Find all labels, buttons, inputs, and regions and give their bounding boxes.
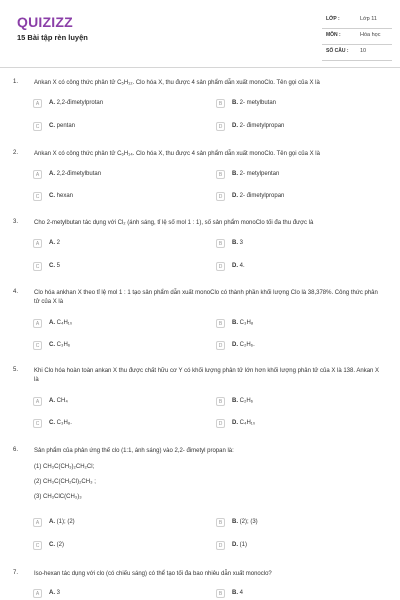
option-b[interactable] [216, 98, 374, 110]
option-text: D. 4. [232, 263, 245, 269]
meta-label: SỐ CÂU : [326, 48, 349, 54]
option-letter: A [33, 99, 42, 108]
option-c[interactable] [33, 540, 191, 552]
meta-value: 10 [360, 48, 367, 54]
option-text: A. 2,2-đimetylprotan [49, 100, 104, 106]
option-c[interactable] [33, 418, 191, 430]
header [0, 0, 400, 62]
option-letter: B [216, 170, 225, 179]
option-d[interactable] [216, 191, 374, 203]
meta-row-subject [322, 29, 392, 45]
question-text: Ankan X có công thức phân tử C₆H₁₄. Clo hóa X, thu được 4 sản phẩm dẫn xuất monoClo. Tên gọi của X là [34, 151, 320, 157]
question-text: Iso-hexan tác dụng với clo (có chiếu sáng) có thể tạo tối đa bao nhiêu dẫn xuất monoclo? [34, 571, 272, 577]
option-c[interactable] [33, 121, 191, 133]
question-number: 6. [13, 447, 19, 453]
option-letter: C [33, 122, 42, 131]
option-b[interactable] [216, 396, 374, 408]
meta-label: MÔN : [326, 32, 341, 38]
option-text: C. C₃H₈. [49, 420, 72, 426]
option-letter: D [216, 192, 225, 201]
question-text: Khi Clo hóa hoàn toàn ankan X thu được chất hữu cơ Y có khối lượng phân tử lớn hơn khối lượng phân tử của X là 138. Ankan X là [34, 368, 380, 383]
option-a[interactable] [33, 318, 191, 330]
option-text: C. hexan [49, 193, 74, 199]
option-text: A. CH₄ [49, 398, 68, 404]
option-letter: B [216, 518, 225, 527]
page-title: 15 Bài tập rèn luyện [17, 33, 88, 42]
option-letter: D [216, 122, 225, 131]
question-number: 2. [13, 150, 19, 156]
meta-value: Lớp 11 [360, 16, 377, 22]
option-text: B. 2- metylpentan [232, 171, 280, 177]
option-letter: B [216, 397, 225, 406]
question-number: 7. [13, 570, 19, 576]
question-number: 4. [13, 289, 19, 295]
option-a[interactable] [33, 517, 191, 529]
option-a[interactable] [33, 396, 191, 408]
option-text: A. 3 [49, 590, 61, 596]
option-b[interactable] [216, 169, 374, 181]
option-text: B. 4 [232, 590, 244, 596]
option-text: D. C₂H₆. [232, 342, 255, 348]
option-d[interactable] [216, 121, 374, 133]
option-text: D. (1) [232, 542, 248, 548]
option-a[interactable] [33, 98, 191, 110]
reaction-product-line: (1) CH₃C(CH₃)₂CH₂Cl; [34, 464, 95, 470]
option-c[interactable] [33, 340, 191, 352]
option-letter: C [33, 419, 42, 428]
question-text: Ankan X có công thức phân tử C₅H₁₂. Clo hóa X, thu được 4 sản phẩm dẫn xuất monoClo. Tên gọi của X là [34, 80, 320, 86]
option-b[interactable] [216, 238, 374, 250]
question-number: 3. [13, 219, 19, 225]
option-letter: A [33, 319, 42, 328]
option-letter: B [216, 99, 225, 108]
option-c[interactable] [33, 191, 191, 203]
option-text: D. 2- đimetylpropan [232, 193, 285, 199]
option-d[interactable] [216, 418, 374, 430]
option-letter: D [216, 341, 225, 350]
option-text: A. (1); (2) [49, 519, 75, 525]
option-text: B. C₃H₈ [232, 320, 254, 326]
option-letter: B [216, 589, 225, 598]
option-text: B. (2); (3) [232, 519, 258, 525]
meta-row-count [322, 45, 392, 61]
option-a[interactable] [33, 588, 191, 600]
option-letter: C [33, 262, 42, 271]
option-text: C. (2) [49, 542, 65, 548]
option-letter: A [33, 518, 42, 527]
reaction-product-line: (3) CH₃ClC(CH₃)₃ [34, 494, 82, 500]
option-letter: B [216, 239, 225, 248]
option-letter: D [216, 419, 225, 428]
option-letter: B [216, 319, 225, 328]
option-a[interactable] [33, 238, 191, 250]
option-letter: A [33, 589, 42, 598]
option-letter: C [33, 192, 42, 201]
meta-row-class [322, 13, 392, 29]
option-a[interactable] [33, 169, 191, 181]
question-text: Clo hóa ankhan X theo tỉ lệ mol 1 : 1 tạo sản phẩm dẫn xuất monoClo có thành phần khối lượng Clo là 38,378%. Công thức phân tử của X là [34, 290, 378, 305]
option-text: D. C₄H₁₀ [232, 420, 256, 426]
quizizz-logo: QUIZIZZ [17, 14, 73, 30]
option-b[interactable] [216, 517, 374, 529]
meta-label: LỚP : [326, 16, 340, 22]
option-letter: D [216, 541, 225, 550]
option-text: D. 2- đimetylpropan [232, 123, 285, 129]
option-letter: A [33, 239, 42, 248]
option-text: A. C₄H₁₀ [49, 320, 73, 326]
option-letter: D [216, 262, 225, 271]
question-text: Sản phẩm của phản ứng thế clo (1:1, ánh sáng) vào 2,2- đimetyl propan là: [34, 448, 234, 454]
option-c[interactable] [33, 261, 191, 273]
question-text: Cho 2-metylbutan tác dụng với Cl₂ (ánh sáng, tỉ lệ số mol 1 : 1), số sản phẩm monoClo tối đa thu được là [34, 220, 314, 226]
option-text: C. pentan [49, 123, 76, 129]
option-text: B. C₂H₆ [232, 398, 254, 404]
option-letter: C [33, 541, 42, 550]
option-b[interactable] [216, 318, 374, 330]
option-d[interactable] [216, 540, 374, 552]
option-text: A. 2 [49, 240, 61, 246]
option-text: B. 2- metylbutan [232, 100, 277, 106]
option-d[interactable] [216, 340, 374, 352]
meta-value: Hóa học [360, 32, 381, 38]
question-number: 5. [13, 367, 19, 373]
option-d[interactable] [216, 261, 374, 273]
meta-table [322, 13, 392, 61]
option-b[interactable] [216, 588, 374, 600]
option-letter: A [33, 397, 42, 406]
option-letter: C [33, 341, 42, 350]
option-text: A. 2,2-đimetylbutan [49, 171, 102, 177]
option-text: C. 5 [49, 263, 61, 269]
option-text: C. C₃H₆ [49, 342, 71, 348]
option-text: B. 3 [232, 240, 244, 246]
header-divider [0, 67, 400, 68]
option-letter: A [33, 170, 42, 179]
question-number: 1. [13, 79, 19, 85]
reaction-product-line: (2) CH₃C(CH₂Cl)₂CH₃ ; [34, 479, 96, 485]
